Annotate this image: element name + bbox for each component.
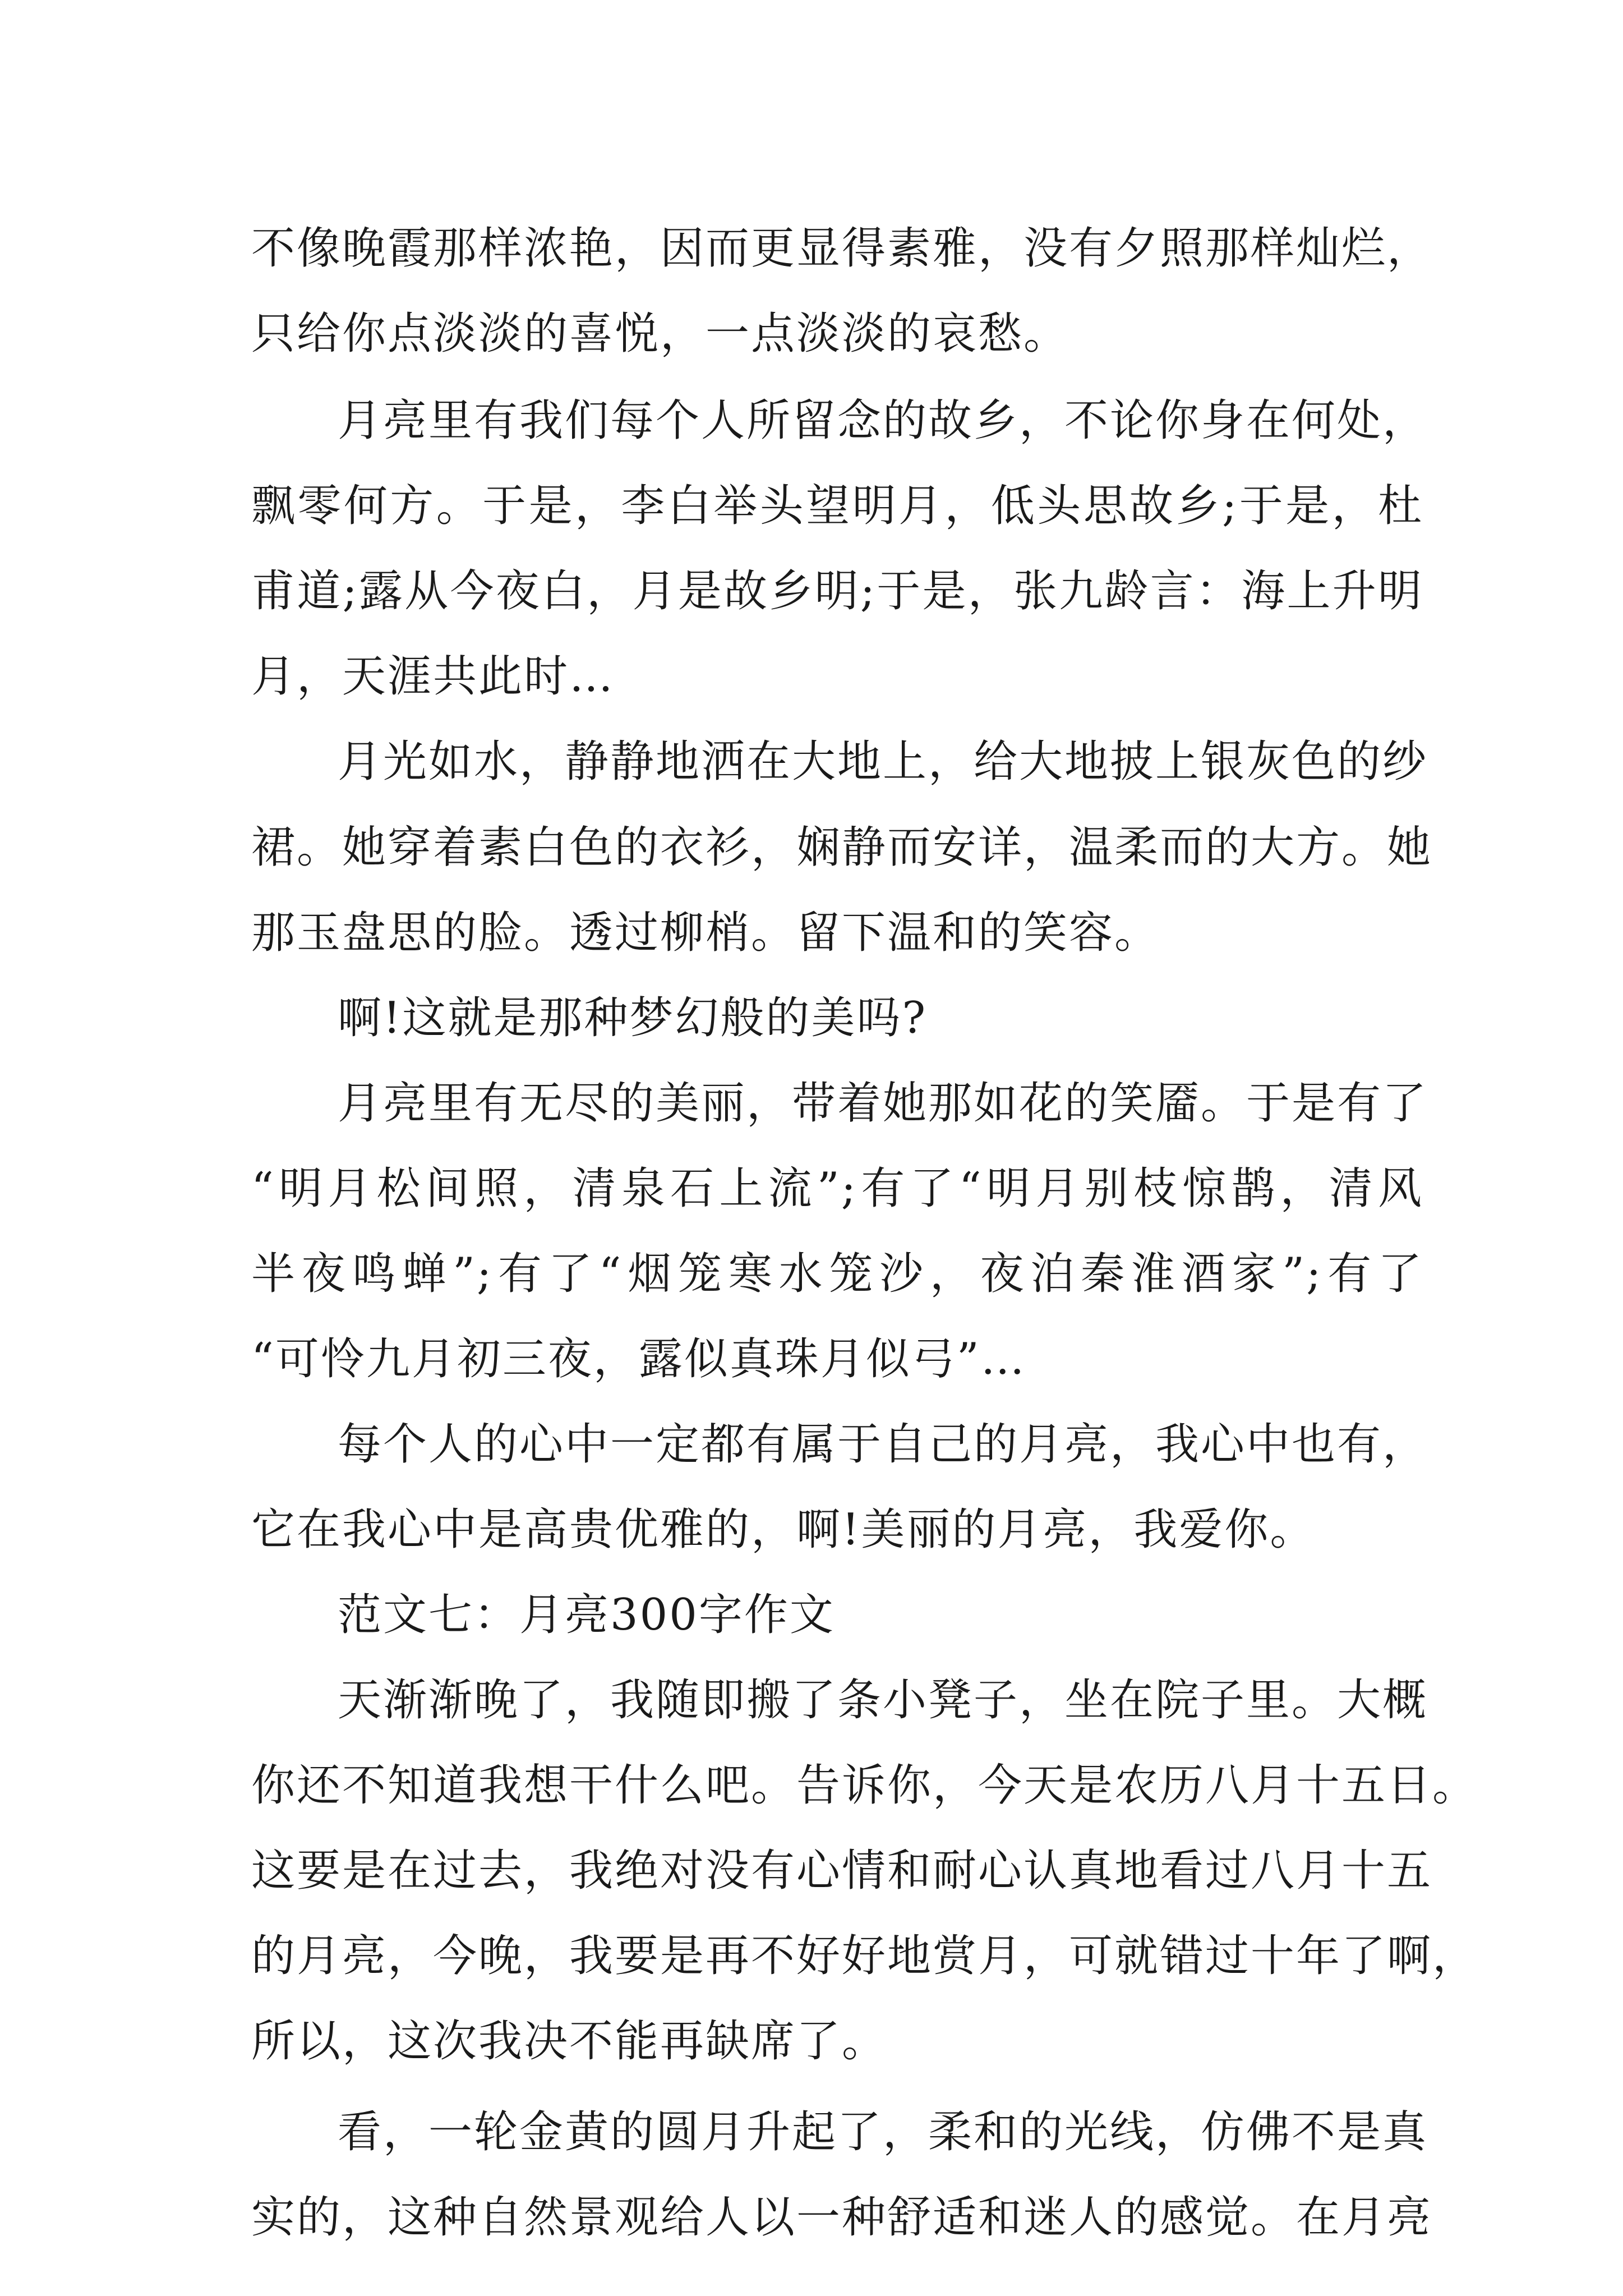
text-line-6: 月，天涯共此时… (251, 651, 615, 702)
text-line-10: 啊!这就是那种梦幻般的美吗? (338, 993, 928, 1043)
text-line-24: 实的，这种自然景观给人以一种舒适和迷人的感觉。在月亮 (251, 2192, 1433, 2243)
text-line-5: 甫道;露从今夜白，月是故乡明;于是，张九龄言：海上升明 (251, 566, 1423, 616)
text-line-20: 这要是在过去，我绝对没有心情和耐心认真地看过八月十五 (251, 1846, 1433, 1896)
section-heading: 范文七：月亮300字作文 (338, 1590, 835, 1640)
text-line-21: 的月亮，今晚，我要是再不好好地赏月，可就错过十年了啊， (251, 1931, 1478, 1981)
text-line-2: 只给你点淡淡的喜悦，一点淡淡的哀愁。 (251, 309, 1069, 359)
text-line-7: 月光如水，静静地洒在大地上，给大地披上银灰色的纱 (338, 737, 1428, 787)
text-line-13: 半夜鸣蝉”;有了“烟笼寒水笼沙，夜泊秦淮酒家”;有了 (251, 1249, 1423, 1299)
text-line-1: 不像晚霞那样浓艳，因而更显得素雅，没有夕照那样灿烂， (251, 223, 1433, 274)
text-line-11: 月亮里有无尽的美丽，带着她那如花的笑靥。于是有了 (338, 1078, 1428, 1129)
text-line-8: 裙。她穿着素白色的衣衫，娴静而安详，温柔而的大方。她 (251, 822, 1433, 873)
text-line-15: 每个人的心中一定都有属于自己的月亮，我心中也有， (338, 1419, 1428, 1470)
text-line-4: 飘零何方。于是，李白举头望明月，低头思故乡;于是，杜 (251, 481, 1423, 531)
text-line-12: “明月松间照，清泉石上流”;有了“明月别枝惊鹊，清风 (251, 1163, 1423, 1214)
text-line-22: 所以，这次我决不能再缺席了。 (251, 2016, 888, 2067)
text-line-23: 看，一轮金黄的圆月升起了，柔和的光线，仿佛不是真 (338, 2107, 1428, 2157)
text-line-19: 你还不知道我想干什么吧。告诉你，今天是农历八月十五日。 (251, 1760, 1478, 1811)
text-line-16: 它在我心中是高贵优雅的，啊!美丽的月亮，我爱你。 (251, 1504, 1316, 1555)
text-line-3: 月亮里有我们每个人所留念的故乡，不论你身在何处， (338, 395, 1428, 446)
text-line-18: 天渐渐晚了，我随即搬了条小凳子，坐在院子里。大概 (338, 1675, 1428, 1726)
text-line-14: “可怜九月初三夜，露似真珠月似弓”… (251, 1334, 1026, 1384)
text-line-9: 那玉盘思的脸。透过柳梢。留下温和的笑容。 (251, 908, 1160, 958)
